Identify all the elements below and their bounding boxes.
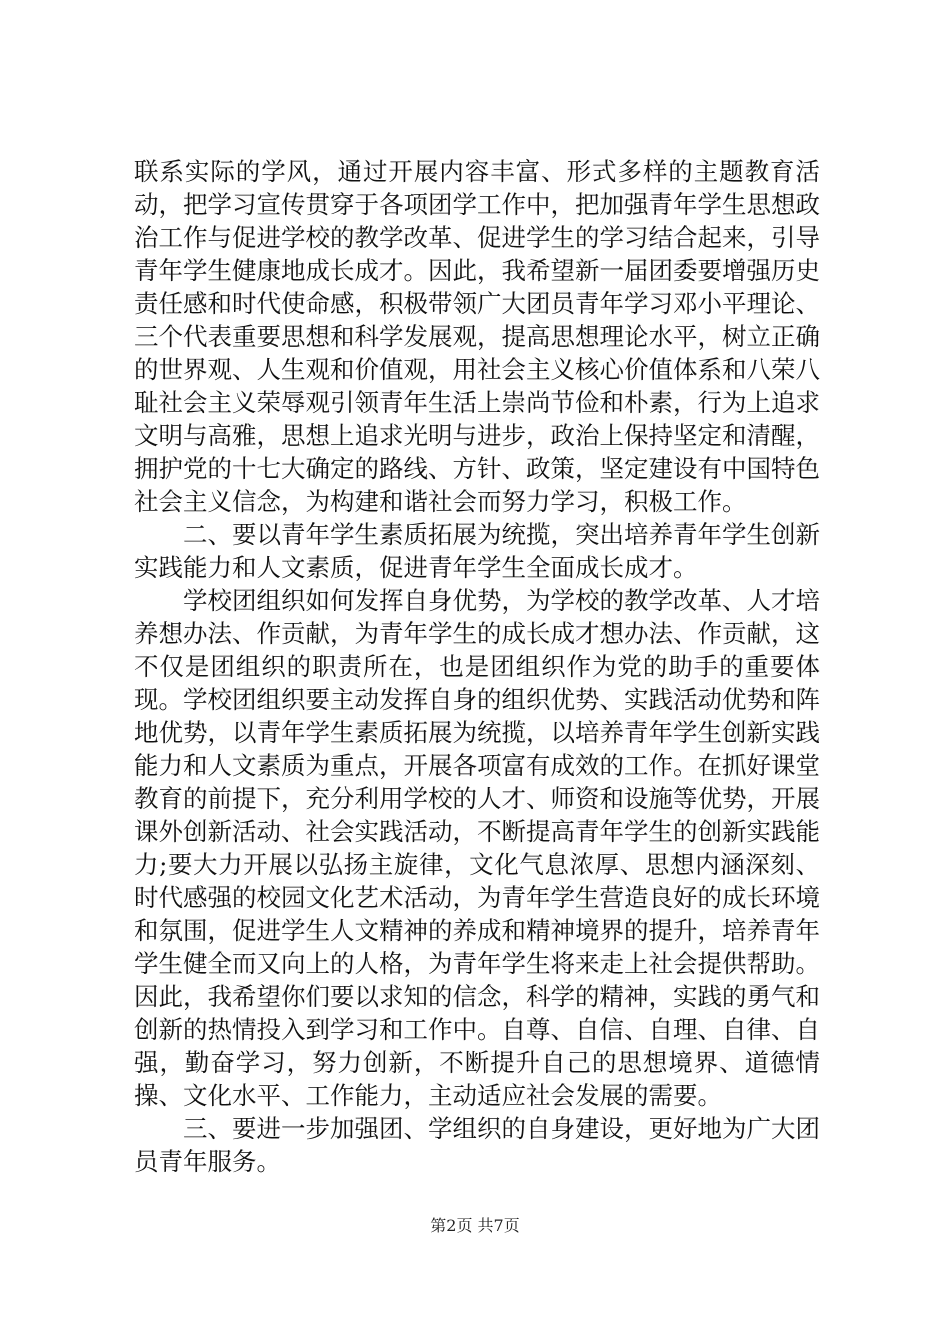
- document-body: [134, 155, 820, 1178]
- paragraph-section-two-heading: 二、要以青年学生素质拓展为统揽，突出培养青年学生创新实践能力和人文素质，促进青年学生全面成长成才。: [134, 520, 820, 582]
- paragraph-continuation: 联系实际的学风，通过开展内容丰富、形式多样的主题教育活动，把学习宣传贯穿于各项团学工作中，把加强青年学生思想政治工作与促进学校的教学改革、促进学生的学习结合起来，引导青年学生健康地成长成才。因此，我希望新一届团委要增强历史责任感和时代使命感，积极带领广大团员青年学习邓小平理论、三个代表重要思想和科学发展观，提高思想理论水平，树立正确的世界观、人生观和价值观，用社会主义核心价值体系和八荣八耻社会主义荣辱观引领青年生活上崇尚节俭和朴素，行为上追求文明与高雅，思想上追求光明与进步，政治上保持坚定和清醒，拥护党的十七大确定的路线、方针、政策，坚定建设有中国特色社会主义信念，为构建和谐社会而努力学习，积极工作。: [134, 157, 820, 516]
- paragraph-section-two-body: 学校团组织如何发挥自身优势，为学校的教学改革、人才培养想办法、作贡献，为青年学生的成长成才想办法、作贡献，这不仅是团组织的职责所在，也是团组织作为党的助手的重要体现。学校团组织要主动发挥自身的组织优势、实践活动优势和阵地优势，以青年学生素质拓展为统揽，以培养青年学生创新实践能力和人文素质为重点，开展各项富有成效的工作。在抓好课堂教育的前提下，充分利用学校的人才、师资和设施等优势，开展课外创新活动、社会实践活动，不断提高青年学生的创新实践能力;要大力开展以弘扬主旋律，文化气息浓厚、思想内涵深刻、时代感强的校园文化艺术活动，为青年学生营造良好的成长环境和氛围，促进学生人文精神的养成和精神境界的提升，培养青年学生健全而又向上的人格，为青年学生将来走上社会提供帮助。因此，我希望你们要以求知的信念，科学的精神，实践的勇气和创新的热情投入到学习和工作中。自尊、自信、自理、自律、自强，勤奋学习，努力创新，不断提升自己的思想境界、道德情操、文化水平、工作能力，主动适应社会发展的需要。: [134, 586, 820, 1110]
- page-number-footer: 第2页 共7页: [430, 1216, 520, 1235]
- paragraph-section-three-heading: 三、要进一步加强团、学组织的自身建设，更好地为广大团员青年服务。: [134, 1114, 820, 1176]
